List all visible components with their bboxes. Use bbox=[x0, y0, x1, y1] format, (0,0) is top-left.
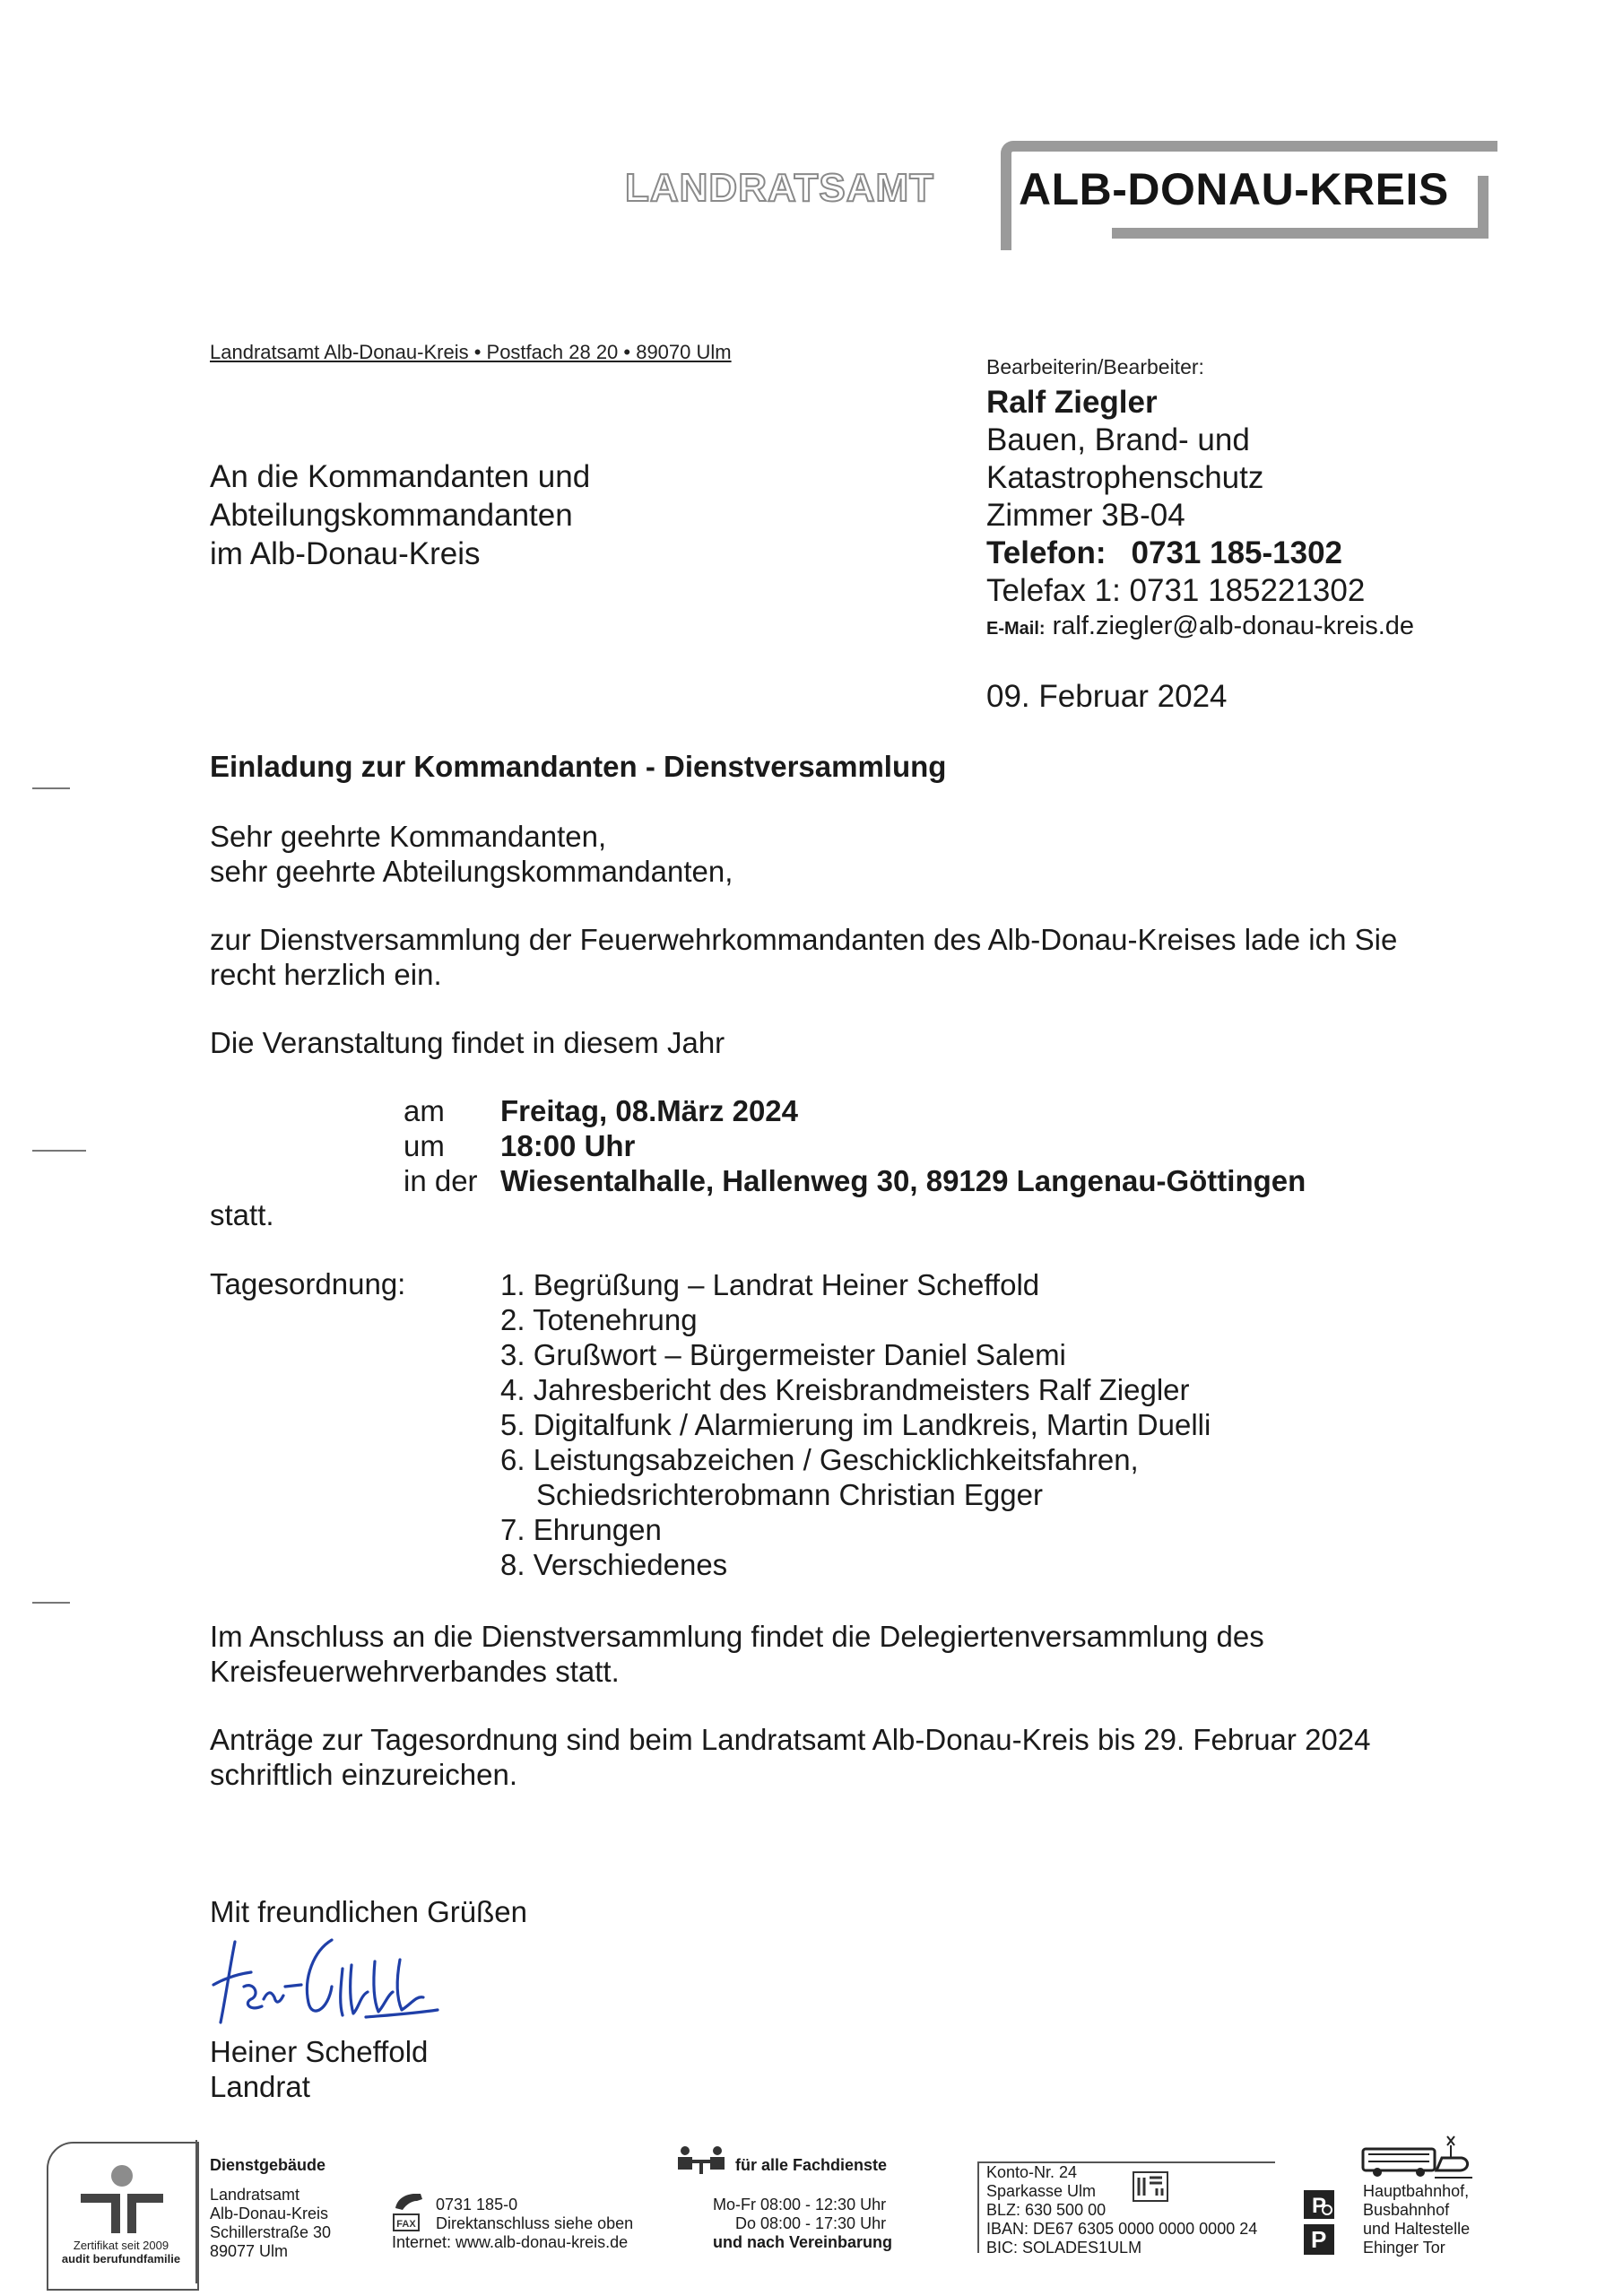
after-paragraph: Im Anschluss an die Dienstversammlung findet die Delegiertenversammlung des Kreisfeuerwehrverbandes statt. bbox=[210, 1620, 1264, 1688]
footer-bank-line: IBAN: DE67 6305 0000 0000 0000 24 bbox=[986, 2220, 1258, 2238]
event-place-value: Wiesentalhalle, Hallenweg 30, 89129 Langenau-Göttingen bbox=[500, 1164, 1306, 1197]
agenda-item-text: 6. Leistungsabzeichen / Geschicklichkeitsfahren, bbox=[500, 1443, 1139, 1476]
agenda-list bbox=[500, 1267, 1211, 1582]
event-time-value: 18:00 Uhr bbox=[500, 1129, 636, 1162]
footer-divider bbox=[195, 2140, 197, 2283]
event-details bbox=[404, 1093, 1306, 1198]
footer-transit-line: Ehinger Tor bbox=[1363, 2239, 1445, 2257]
agenda-item: 5. Digitalfunk / Alarmierung im Landkreis, Martin Duelli bbox=[500, 1408, 1211, 1441]
fold-mark bbox=[32, 1602, 70, 1604]
signer-title: Landrat bbox=[210, 2070, 310, 2103]
signer bbox=[210, 2034, 428, 2104]
bus-train-icon bbox=[1361, 2133, 1474, 2181]
parking-icon bbox=[1302, 2188, 1336, 2257]
footer-opening-hours bbox=[713, 2196, 886, 2233]
contact-department: Bauen, Brand- und bbox=[986, 422, 1250, 457]
contact-fax: Telefax 1: 0731 185221302 bbox=[986, 573, 1366, 608]
closing-phrase: Mit freundlichen Grüßen bbox=[210, 1895, 527, 1928]
event-date-value: Freitag, 08.März 2024 bbox=[500, 1094, 798, 1127]
letterhead-frame-right bbox=[1478, 176, 1488, 239]
recipient-address bbox=[210, 457, 590, 573]
letterhead-alb-donau-kreis: ALB-DONAU-KREIS bbox=[1019, 164, 1449, 214]
agenda-label: Tagesordnung: bbox=[210, 1267, 406, 1300]
recipient-line: Abteilungskommandanten bbox=[210, 498, 573, 533]
fax-icon bbox=[392, 2213, 422, 2232]
footer-bank-line: BLZ: 630 500 00 bbox=[986, 2201, 1107, 2219]
contact-block bbox=[986, 357, 1414, 639]
footer-address-line: 89077 Ulm bbox=[210, 2242, 289, 2260]
contact-phone-label: Telefon: bbox=[986, 535, 1107, 570]
agenda-item: 2. Totenehrung bbox=[500, 1303, 698, 1336]
footer-bank-line: BIC: SOLADES1ULM bbox=[986, 2239, 1142, 2257]
footer-hours-line: Do 08:00 - 17:30 Uhr bbox=[734, 2214, 887, 2232]
agenda-item bbox=[500, 1442, 1211, 1512]
event-date-key: am bbox=[404, 1094, 445, 1127]
certificate-line: audit berufundfamilie bbox=[61, 2252, 181, 2266]
contact-room: Zimmer 3B-04 bbox=[986, 498, 1185, 533]
footer-address bbox=[210, 2186, 331, 2261]
certificate-badge bbox=[47, 2142, 199, 2291]
parking-icon-label: P bbox=[1311, 2226, 1327, 2253]
footer-bank-details bbox=[986, 2163, 1257, 2257]
contact-name: Ralf Ziegler bbox=[986, 385, 1158, 420]
audit-logo-icon bbox=[48, 2144, 197, 2242]
contact-email-address: ralf.ziegler@alb-donau-kreis.de bbox=[1052, 612, 1415, 640]
footer-transit-line: und Haltestelle bbox=[1363, 2220, 1471, 2238]
letterhead-frame-bottom bbox=[1112, 228, 1488, 239]
footer-bank-line: Sparkasse Ulm bbox=[986, 2182, 1097, 2200]
event-place-row bbox=[404, 1163, 1306, 1198]
event-intro: Die Veranstaltung findet in diesem Jahr bbox=[210, 1026, 725, 1059]
agenda-item: 4. Jahresbericht des Kreisbrandmeisters Ralf Ziegler bbox=[500, 1373, 1190, 1406]
footer-website: Internet: www.alb-donau-kreis.de bbox=[392, 2233, 629, 2251]
footer-hours-line: Mo-Fr 08:00 - 12:30 Uhr bbox=[713, 2196, 887, 2213]
footer-transit-line: Hauptbahnhof, bbox=[1363, 2182, 1470, 2200]
service-desk-icon bbox=[674, 2144, 728, 2176]
agenda-item: 3. Grußwort – Bürgermeister Daniel Salemi bbox=[500, 1338, 1066, 1371]
letter-subject: Einladung zur Kommandanten - Dienstversammlung bbox=[210, 750, 947, 783]
event-date-row bbox=[404, 1093, 1306, 1128]
bank-logo-icon bbox=[1132, 2170, 1169, 2203]
salutation-line: Sehr geehrte Kommandanten, bbox=[210, 820, 607, 853]
footer-phone: 0731 185-0 bbox=[436, 2196, 518, 2213]
event-end: statt. bbox=[210, 1198, 274, 1231]
contact-email-label: E-Mail: bbox=[986, 619, 1046, 639]
letterhead-landratsamt: LANDRATSAMT bbox=[625, 166, 935, 210]
agenda-item: 1. Begrüßung – Landrat Heiner Scheffold bbox=[500, 1268, 1040, 1301]
footer-address-line: Schillerstraße 30 bbox=[210, 2223, 332, 2241]
footer-address-line: Alb-Donau-Kreis bbox=[210, 2205, 329, 2222]
contact-label: Bearbeiterin/Bearbeiter: bbox=[986, 355, 1204, 378]
fold-mark bbox=[32, 787, 70, 789]
footer-transit-line: Busbahnhof bbox=[1363, 2201, 1450, 2219]
certificate-text bbox=[54, 2239, 188, 2266]
certificate-line: Zertifikat seit 2009 bbox=[73, 2239, 169, 2252]
intro-paragraph: zur Dienstversammlung der Feuerwehrkommandanten des Alb-Donau-Kreises lade ich Sie recht herzlich ein. bbox=[210, 923, 1398, 991]
recipient-line: An die Kommandanten und bbox=[210, 459, 591, 494]
event-time-key: um bbox=[404, 1129, 445, 1162]
sender-return-address: Landratsamt Alb-Donau-Kreis • Postfach 28 20 • 89070 Ulm bbox=[210, 341, 732, 363]
contact-email bbox=[986, 613, 1414, 639]
footer-bank-line: Konto-Nr. 24 bbox=[986, 2163, 1078, 2181]
agenda-item-continuation: Schiedsrichterobmann Christian Egger bbox=[536, 1478, 1043, 1511]
footer-transit-info bbox=[1363, 2182, 1470, 2257]
salutation bbox=[210, 819, 733, 889]
fold-mark bbox=[32, 1150, 86, 1152]
handwritten-signature bbox=[208, 1933, 441, 2030]
contact-phone-number: 0731 185-1302 bbox=[1131, 535, 1343, 570]
contact-department: Katastrophenschutz bbox=[986, 460, 1264, 495]
contact-phone bbox=[986, 537, 1414, 569]
signer-name: Heiner Scheffold bbox=[210, 2035, 429, 2068]
event-time-row bbox=[404, 1128, 1306, 1163]
deadline-paragraph: Anträge zur Tagesordnung sind beim Landratsamt Alb-Donau-Kreis bis 29. Februar 2024 schriftlich einzureichen. bbox=[210, 1723, 1371, 1791]
telephone-icon bbox=[392, 2192, 428, 2212]
recipient-line: im Alb-Donau-Kreis bbox=[210, 536, 481, 571]
parking-icon-label: P bbox=[1312, 2194, 1327, 2218]
fax-icon-label: FAX bbox=[396, 2219, 416, 2230]
footer-appointment-note: und nach Vereinbarung bbox=[713, 2233, 893, 2251]
footer-fax-note: Direktanschluss siehe oben bbox=[436, 2214, 634, 2232]
footer-building-label: Dienstgebäude bbox=[210, 2156, 326, 2174]
footer-address-line: Landratsamt bbox=[210, 2186, 300, 2204]
letter-date: 09. Februar 2024 bbox=[986, 679, 1228, 714]
salutation-line: sehr geehrte Abteilungskommandanten, bbox=[210, 855, 733, 888]
agenda-item: 7. Ehrungen bbox=[500, 1513, 662, 1546]
footer-service-label: für alle Fachdienste bbox=[735, 2156, 888, 2174]
agenda-item: 8. Verschiedenes bbox=[500, 1548, 728, 1581]
event-place-key: in der bbox=[404, 1164, 478, 1197]
